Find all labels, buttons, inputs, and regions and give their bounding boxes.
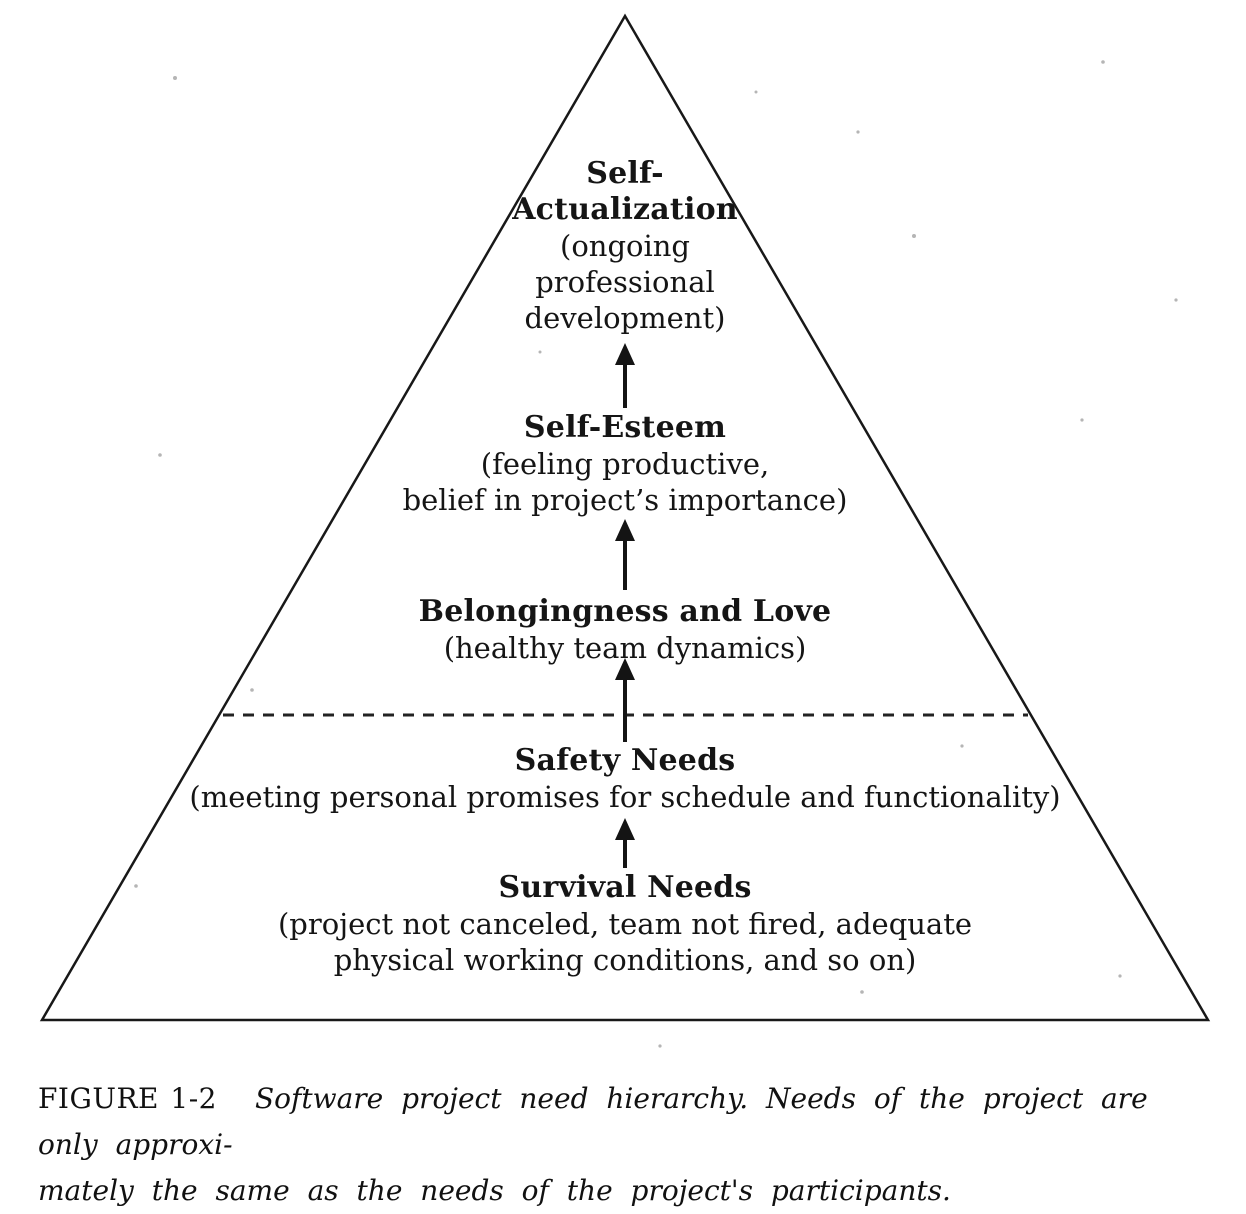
pyramid-level-belongingness [419,594,832,666]
level-subtitle-line: (meeting personal promises for schedule and functionality) [189,780,1061,814]
arrow-safety-to-belongingness [615,658,635,742]
level-title-line: Belongingness and Love [418,594,832,629]
level-subtitle-line: (feeling productive, [480,447,770,481]
arrow-survival-to-safety [615,818,635,868]
pyramid-level-survival [278,870,972,978]
arrow-selfesteem-to-selfactualization [615,343,635,408]
figure-caption-label: FIGURE 1-2 [38,1082,217,1115]
level-title-line: Actualization [512,192,738,227]
level-subtitle-line: professional [535,265,715,299]
level-subtitle-line: (ongoing [560,229,690,263]
arrow-belongingness-to-selfesteem [615,519,635,590]
level-title-line: Self-Esteem [523,410,727,445]
level-subtitle-line: development) [524,301,726,335]
figure-caption [38,1076,1218,1214]
pyramid-level-self-actualization [512,156,738,336]
level-subtitle-line: physical working conditions, and so on) [333,943,917,977]
level-subtitle-line: (healthy team dynamics) [443,631,807,665]
pyramid-level-self-esteem [403,410,848,518]
level-title-line: Self- [586,156,664,191]
level-subtitle-line: belief in project’s importance) [402,483,848,517]
level-title-line: Safety Needs [514,743,736,778]
figure-caption-line1: Software project need hierarchy. Needs of the project are only approxi- [38,1082,1148,1161]
pyramid-level-safety [189,743,1060,815]
figure-caption-line2: mately the same as the needs of the project's participants. [38,1174,951,1207]
level-subtitle-line: (project not canceled, team not fired, adequate [277,907,973,941]
level-title-line: Survival Needs [498,870,752,905]
